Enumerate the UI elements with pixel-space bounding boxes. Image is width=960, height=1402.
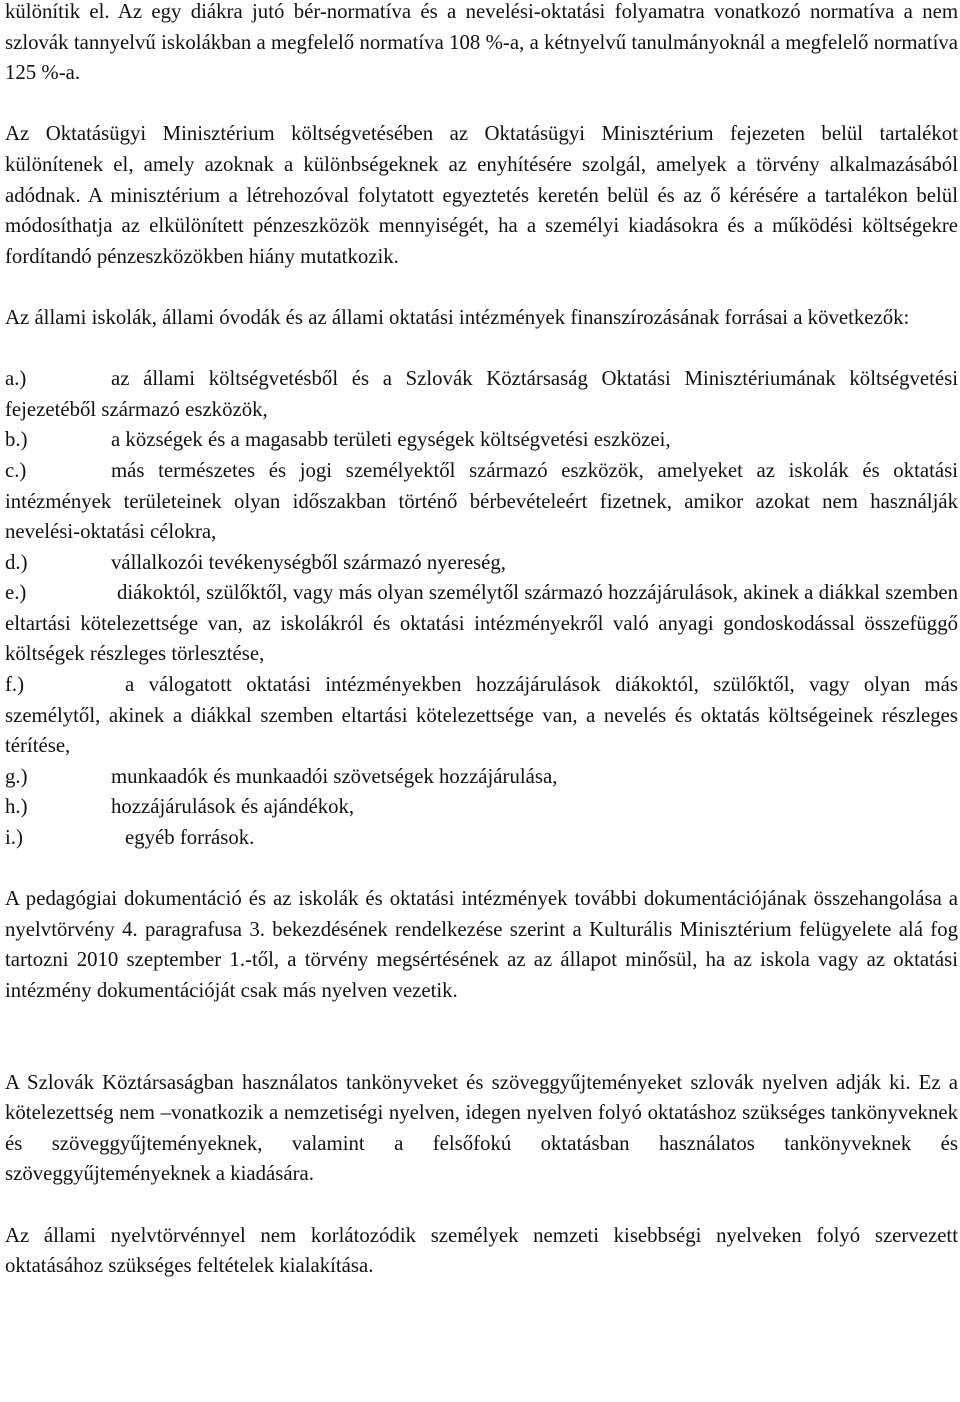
list-item-label: b.) [5,428,28,452]
list-item-label: c.) [5,458,27,482]
list-item [5,425,958,456]
spacer [5,1007,958,1068]
spacer [5,854,958,885]
list-item-label: e.) [5,581,27,605]
list-item-label: f.) [5,673,25,697]
paragraph-language-law: Az állami nyelvtörvénnyel nem korlátozódik személyek nemzeti kisebbségi nyelveken folyó szervezett oktatásához szükséges feltételek kialakítása. [5,1223,958,1278]
paragraph-ministry-reserve: Az Oktatásügyi Minisztérium költségvetésében az Oktatásügyi Minisztérium fejezeten belül tartalékot különítenek el, amely azoknak a különbségeknek az enyhítésére szolgál, amelyek a törvény alkalmazásából adódnak. A minisztérium a létrehozóval folytatott egyeztetés keretén belül és az ő kérésére a tartalékon belül módosíthatja az elkülönített pénzeszközök mennyiségét, ha a személyi kiadásokra és a működési költségekre fordítandó pénzeszközökben hiány mutatkozik. [5,122,958,268]
list-item-label: h.) [5,795,28,819]
list-item-text: munkaadók és munkaadói szövetségek hozzájárulása, [111,764,558,788]
paragraph-pedagogical-documentation: A pedagógiai dokumentáció és az iskolák és oktatási intézmények további dokumentációjának összehangolása a nyelvtörvény 4. paragrafusa 3. bekezdésének rendelkezése szerint a Kulturális Minisztérium felügyelete alá fog tartozni 2010 szeptember 1.-től, a törvény megsértésének az az állapot minősül, ha az iskola vagy az oktatási intézmény dokumentációját csak más nyelven vezetik. [5,887,958,1002]
paragraph-funding-sources-intro: Az állami iskolák, állami óvodák és az állami oktatási intézmények finanszírozásának forrásai a következők: [5,305,910,329]
document-page [5,0,958,1282]
paragraph-textbooks: A Szlovák Köztársaságban használatos tankönyveket és szöveggyűjteményeket szlovák nyelven adják ki. Ez a kötelezettség nem –vonatkozik a nemzetiségi nyelven, idegen nyelven folyó oktatáshoz szükséges tankönyveknek és szöveggyűjteményeknek, valamint a felsőfokú oktatásban használatos tankönyveknek és szöveggyűjteményeknek a kiadására. [5,1070,958,1186]
spacer [5,334,958,365]
list-item-text: vállalkozói tevékenységből származó nyereség, [111,550,506,574]
list-item-text: az állami költségvetésből és a Szlovák Köztársaság Oktatási Minisztériumának költségvetési fejezetéből származó eszközök, [5,367,958,421]
list-item [5,578,958,670]
list-item-text: más természetes és jogi személyektől származó eszközök, amelyeket az iskolák és oktatási intézmények területeinek olyan időszakban történő bérbevételeért fizetnek, amikor azokat nem használják nevelési-oktatási célokra, [5,458,958,544]
list-item-text: a községek és a magasabb területi egységek költségvetési eszközei, [111,428,671,452]
list-item-text: egyéb források. [125,826,255,850]
spacer [5,272,958,303]
list-item-label: i.) [5,826,23,850]
spacer [5,1190,958,1221]
list-item [5,670,958,762]
list-item [5,548,958,579]
list-item [5,792,958,823]
list-item-label: d.) [5,550,28,574]
list-item-text: diákoktól, szülőktől, vagy más olyan személytől származó hozzájárulások, akinek a diákkal szemben eltartási kötelezettsége van, az iskolákról és oktatási intézményekről való anyagi gondoskodással összefüggő költségek részleges törlesztése, [5,581,958,666]
list-item-text: a válogatott oktatási intézményekben hozzájárulások diákoktól, szülőktől, vagy olyan más személytől, akinek a diákkal szemben eltartási kötelezettsége van, a nevelés és oktatás költségeinek részleges térítése, [5,673,958,758]
list-item [5,456,958,548]
spacer [5,89,958,120]
list-item [5,364,958,425]
funding-sources-list [5,364,958,854]
paragraph-normative-rates: különítik el. Az egy diákra jutó bér-normatíva és a nevelési-oktatási folyamatra vonatkozó normatíva a nem szlovák tannyelvű iskolákban a megfelelő normatíva 108 %-a, a kétnyelvű tanulmányoknál a megfelelő normatíva 125 %-a. [5,0,958,85]
list-item-label: g.) [5,764,28,788]
list-item [5,762,958,793]
list-item [5,823,958,854]
list-item-text: hozzájárulások és ajándékok, [111,795,355,819]
list-item-label: a.) [5,367,27,391]
